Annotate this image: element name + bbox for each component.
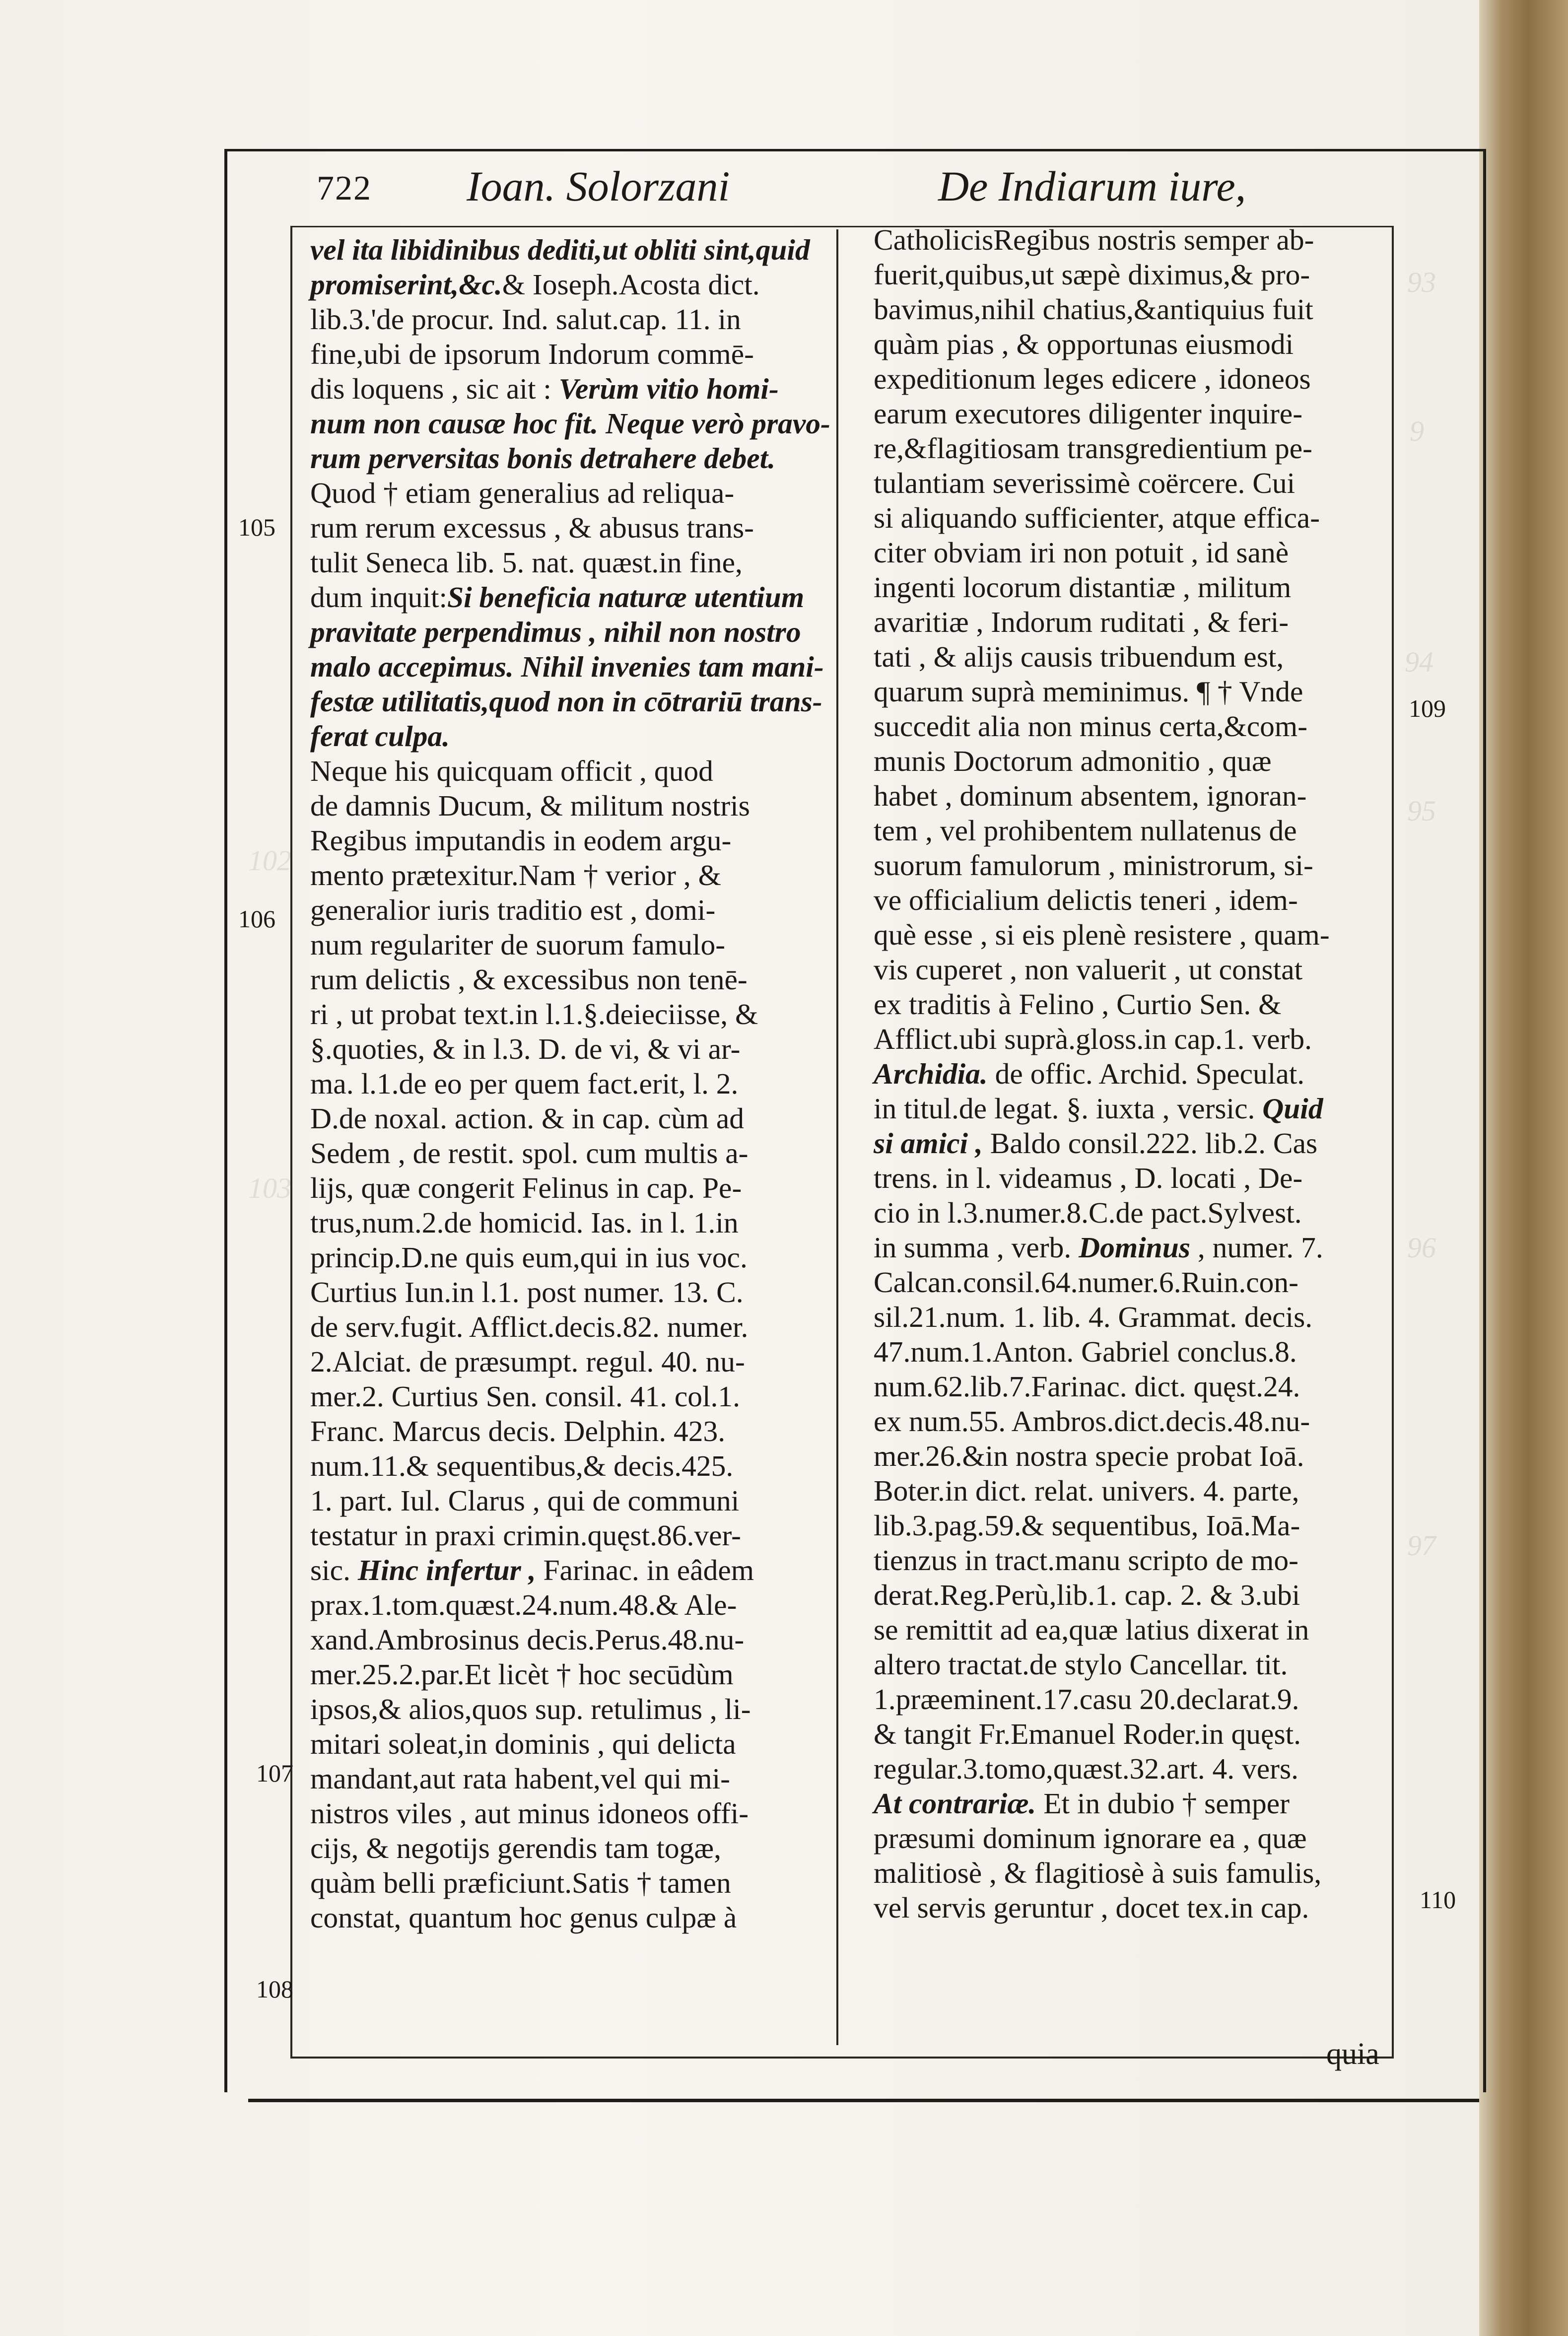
text-line (310, 1101, 834, 1136)
text-line (310, 754, 834, 788)
line-text: trens. in l. videamus , D. locati , De- (874, 1162, 1303, 1194)
text-line (874, 1265, 1390, 1300)
line-text: At contrariæ. (874, 1787, 1036, 1820)
text-line (310, 684, 834, 719)
line-text: pravitate perpendimus , nihil non nostro (310, 616, 801, 648)
line-text: tem , vel prohibentem nullatenus de (874, 814, 1297, 847)
text-line (310, 1900, 834, 1935)
line-text: Calcan.consil.64.numer.6.Ruin.con- (874, 1266, 1298, 1299)
line-text: sil.21.num. 1. lib. 4. Grammat. decis. (874, 1301, 1313, 1333)
line-text: succedit alia non minus certa,&com- (874, 710, 1308, 743)
text-line (310, 927, 834, 962)
text-line (310, 1275, 834, 1309)
line-text: Neque his quicquam officit , quod (310, 755, 713, 787)
line-text: Sedem , de restit. spol. cum multis a- (310, 1137, 749, 1169)
text-line (310, 1622, 834, 1657)
text-line (874, 1334, 1390, 1369)
line-text: Afflict.ubi suprà.gloss.in cap.1. verb. (874, 1023, 1312, 1055)
text-line (310, 267, 834, 302)
text-line (874, 987, 1390, 1022)
page-number: 722 (317, 169, 372, 207)
line-text: expeditionum leges edicere , idoneos (874, 362, 1311, 395)
text-line (874, 1821, 1390, 1855)
line-text: ex traditis à Felino , Curtio Sen. & (874, 988, 1282, 1021)
line-text: num.62.lib.7.Farinac. dict. quęst.24. (874, 1370, 1300, 1403)
line-text: Boter.in dict. relat. univers. 4. parte, (874, 1474, 1299, 1507)
line-text: se remittit ad ea,quæ latius dixerat in (874, 1613, 1309, 1646)
line-text: num regulariter de suorum famulo- (310, 928, 726, 961)
running-head-title: De Indiarum iure, (938, 162, 1246, 210)
text-line (874, 292, 1390, 327)
line-text: generalior iuris traditio est , domi- (310, 893, 716, 926)
text-line (310, 406, 834, 441)
text-line (310, 1518, 834, 1553)
line-text: 1.præeminent.17.casu 20.declarat.9. (874, 1683, 1299, 1716)
text-line (310, 1726, 834, 1761)
text-line (310, 1414, 834, 1448)
text-line (310, 997, 834, 1031)
line-text: xand.Ambrosinus decis.Perus.48.nu- (310, 1623, 745, 1656)
text-line (310, 1136, 834, 1170)
line-roman-segment: Baldo consil.222. lib.2. Cas (982, 1127, 1318, 1160)
outer-frame-bottom-rule (248, 2099, 1479, 2102)
text-line (874, 535, 1390, 570)
text-line (874, 917, 1390, 952)
text-line (310, 788, 834, 823)
margin-number-107: 107 (256, 1759, 293, 1787)
line-text: festæ utilitatis,quod non in cōtrariū trans- (310, 685, 822, 718)
line-text: dis loquens , sic ait : (310, 372, 551, 405)
line-text: fuerit,quibus,ut sæpè diximus,& pro- (874, 258, 1310, 291)
text-line (874, 848, 1390, 883)
text-line (874, 1439, 1390, 1473)
line-text: 1. part. Iul. Clarus , qui de communi (310, 1484, 740, 1517)
line-text: ingenti locorum distantiæ , militum (874, 571, 1292, 604)
line-text: tienzus in tract.manu scripto de mo- (874, 1544, 1298, 1577)
text-line (310, 1031, 834, 1066)
line-text: princip.D.ne quis eum,qui in ius voc. (310, 1241, 748, 1274)
line-text: dum inquit: (310, 581, 448, 614)
show-through-number: 95 (1407, 795, 1436, 827)
line-text: tulit Seneca lib. 5. nat. quæst.in fine, (310, 546, 743, 579)
text-line (310, 962, 834, 997)
text-line (874, 1578, 1390, 1612)
show-through-number: 9 (1410, 415, 1424, 447)
text-line (310, 441, 834, 476)
right-column (874, 222, 1390, 1925)
line-text: num.11.& sequentibus,& decis.425. (310, 1449, 734, 1482)
text-line (874, 396, 1390, 431)
text-line (310, 1796, 834, 1831)
line-text: earum executores diligenter inquire- (874, 397, 1303, 430)
text-line (874, 813, 1390, 848)
text-line (874, 1647, 1390, 1682)
text-line (874, 1473, 1390, 1508)
text-line (874, 1022, 1390, 1056)
text-line (874, 361, 1390, 396)
line-text: & tangit Fr.Emanuel Roder.in quęst. (874, 1718, 1301, 1750)
line-text: cio in l.3.numer.8.C.de pact.Sylvest. (874, 1196, 1302, 1229)
line-text: bavimus,nihil chatius,&antiquius fuit (874, 293, 1313, 326)
line-text: præsumi dominum ignorare ea , quæ (874, 1822, 1307, 1855)
line-text: ex num.55. Ambros.dict.decis.48.nu- (874, 1405, 1310, 1438)
line-italic-segment: Si beneficia naturæ utentium (447, 581, 805, 614)
line-text: altero tractat.de stylo Cancellar. tit. (874, 1648, 1288, 1681)
line-text: citer obviam iri non potuit , id sanè (874, 536, 1289, 569)
text-line (874, 1230, 1390, 1265)
line-text: suorum famulorum , ministrorum, si- (874, 849, 1313, 882)
line-text: 2.Alciat. de præsumpt. regul. 40. nu- (310, 1345, 745, 1378)
text-line (874, 1195, 1390, 1230)
left-column (310, 232, 834, 1935)
line-text: quàm belli præficiunt.Satis † tamen (310, 1866, 731, 1899)
text-line (310, 1344, 834, 1379)
line-text: quarum suprà meminimus. ¶ † Vnde (874, 675, 1303, 708)
show-through-number: 103 (248, 1172, 291, 1204)
line-text: 47.num.1.Anton. Gabriel conclus.8. (874, 1335, 1297, 1368)
line-text: fine,ubi de ipsorum Indorum commē- (310, 338, 754, 370)
line-roman-segment: Et in dubio † semper (1036, 1787, 1290, 1820)
text-line (874, 1786, 1390, 1821)
text-line (874, 709, 1390, 744)
line-text: lijs, quæ congerit Felinus in cap. Pe- (310, 1171, 742, 1204)
show-through-number: 102 (248, 844, 291, 877)
text-line (310, 1448, 834, 1483)
show-through-number: 94 (1405, 646, 1433, 678)
running-head (298, 156, 1439, 216)
text-line (874, 1855, 1390, 1890)
text-line (874, 500, 1390, 535)
line-roman-segment: de offic. Archid. Speculat. (987, 1057, 1305, 1090)
text-line (874, 1161, 1390, 1195)
text-line (874, 1126, 1390, 1161)
line-text: mer.2. Curtius Sen. consil. 41. col.1. (310, 1380, 741, 1413)
line-text: de serv.fugit. Afflict.decis.82. numer. (310, 1310, 749, 1343)
line-italic-segment: Quid (1255, 1092, 1323, 1125)
line-text: derat.Reg.Perù,lib.1. cap. 2. & 3.ubi (874, 1579, 1300, 1611)
line-text: mer.25.2.par.Et licèt † hoc secūdùm (310, 1658, 734, 1691)
margin-number-110: 110 (1420, 1886, 1456, 1914)
text-line (874, 952, 1390, 987)
line-text: nistros viles , aut minus idoneos offi- (310, 1797, 749, 1830)
line-text: in titul.de legat. §. iuxta , versic. (874, 1092, 1255, 1125)
line-text: lib.3.pag.59.& sequentibus, Ioā.Ma- (874, 1509, 1300, 1542)
line-roman-segment: & Ioseph.Acosta dict. (502, 268, 760, 301)
line-text: Curtius Iun.in l.1. post numer. 13. C. (310, 1276, 744, 1308)
line-text: D.de noxal. action. & in cap. cùm ad (310, 1102, 745, 1135)
line-text: tulantiam severissimè coërcere. Cui (874, 467, 1295, 499)
line-text: in summa , verb. (874, 1231, 1072, 1264)
text-line (874, 605, 1390, 639)
line-text: vel ita libidinibus dediti,ut obliti sint,quid (310, 233, 810, 266)
text-line (310, 719, 834, 754)
text-line (310, 1066, 834, 1101)
line-text: Archidia. (874, 1057, 988, 1090)
line-text: vis cuperet , non valuerit , ut constat (874, 953, 1303, 986)
text-line (874, 1890, 1390, 1925)
text-line (874, 778, 1390, 813)
line-text: constat, quantum hoc genus culpæ à (310, 1901, 737, 1934)
text-line (310, 823, 834, 858)
show-through-number: 93 (1407, 266, 1436, 298)
text-line (310, 510, 834, 545)
line-text: num non causæ hoc fit. Neque verò pravo- (310, 407, 830, 440)
line-text: sic. (310, 1554, 350, 1586)
text-line (874, 1717, 1390, 1751)
line-text: CatholicisRegibus nostris semper ab- (874, 223, 1314, 256)
text-line (874, 1300, 1390, 1334)
text-line (310, 1692, 834, 1726)
text-line (310, 858, 834, 893)
line-text: vel servis geruntur , docet tex.in cap. (874, 1891, 1309, 1924)
line-text: rum rerum excessus , & abusus trans- (310, 511, 754, 544)
margin-number-105: 105 (238, 513, 275, 541)
text-line (874, 1751, 1390, 1786)
line-roman-segment: , numer. 7. (1190, 1231, 1323, 1264)
text-line (310, 615, 834, 649)
line-text: malo accepimus. Nihil invenies tam mani- (310, 650, 824, 683)
text-line (874, 1612, 1390, 1647)
line-italic-segment: Dominus (1071, 1231, 1191, 1264)
text-line (874, 639, 1390, 674)
line-text: avaritiæ , Indorum ruditati , & feri- (874, 606, 1289, 638)
line-text: mer.26.&in nostra specie probat Ioā. (874, 1440, 1304, 1472)
text-line (874, 222, 1390, 257)
text-line (310, 337, 834, 371)
line-text: tati , & alijs causis tribuendum est, (874, 640, 1284, 673)
line-text: Quod † etiam generalius ad reliqua- (310, 477, 735, 509)
line-text: mitari soleat,in dominis , qui delicta (310, 1727, 736, 1760)
line-text: trus,num.2.de homicid. Ias. in l. 1.in (310, 1206, 739, 1239)
line-text: de damnis Ducum, & militum nostris (310, 789, 750, 822)
line-text: Regibus imputandis in eodem argu- (310, 824, 732, 857)
line-text: quàm pias , & opportunas eiusmodi (874, 328, 1294, 360)
text-line (310, 232, 834, 267)
text-line (310, 1831, 834, 1865)
text-line (310, 1379, 834, 1414)
line-text: si amici , (874, 1127, 983, 1160)
line-text: lib.3.'de procur. Ind. salut.cap. 11. in (310, 303, 741, 336)
line-text: ri , ut probat text.in l.1.§.deieciisse, & (310, 998, 758, 1031)
text-line (874, 570, 1390, 605)
text-line (874, 1682, 1390, 1717)
book-fore-edge (1479, 0, 1568, 2336)
line-text: mento prætexitur.Nam † verior , & (310, 859, 721, 892)
line-text: ipsos,& alios,quos sup. retulimus , li- (310, 1693, 751, 1725)
show-through-number: 97 (1407, 1529, 1436, 1562)
line-italic-segment: Verùm vitio homi- (551, 372, 779, 405)
line-text: què esse , si eis plenè resistere , quam- (874, 918, 1330, 951)
text-line (874, 257, 1390, 292)
text-line (874, 744, 1390, 778)
text-line (310, 580, 834, 615)
line-text: §.quoties, & in l.3. D. de vi, & vi ar- (310, 1032, 741, 1065)
line-text: habet , dominum absentem, ignoran- (874, 779, 1307, 812)
text-line (310, 545, 834, 580)
catchword: quia (1326, 2037, 1379, 2071)
line-text: Franc. Marcus decis. Delphin. 423. (310, 1415, 726, 1447)
text-line (874, 1369, 1390, 1404)
text-line (874, 431, 1390, 466)
line-text: prax.1.tom.quæst.24.num.48.& Ale- (310, 1588, 737, 1621)
text-line (874, 1404, 1390, 1439)
text-line (310, 1865, 834, 1900)
text-line (310, 371, 834, 406)
margin-number-109: 109 (1409, 694, 1446, 722)
text-line (874, 1508, 1390, 1543)
line-text: malitiosè , & flagitiosè à suis famulis, (874, 1856, 1322, 1889)
text-line (874, 466, 1390, 500)
text-line (310, 1483, 834, 1518)
text-line (874, 1543, 1390, 1578)
text-line (310, 1657, 834, 1692)
text-line (874, 1091, 1390, 1126)
line-text: promiserint,&c. (310, 268, 502, 301)
text-line (310, 1170, 834, 1205)
text-line (310, 1553, 834, 1587)
running-head-author: Ioan. Solorzani (467, 162, 730, 210)
text-line (310, 302, 834, 337)
text-line (874, 1056, 1390, 1091)
text-line (874, 674, 1390, 709)
text-line (310, 1587, 834, 1622)
line-text: ma. l.1.de eo per quem fact.erit, l. 2. (310, 1067, 739, 1100)
margin-number-106: 106 (238, 905, 275, 933)
text-line (310, 1205, 834, 1240)
line-text: cijs, & negotijs gerendis tam togæ, (310, 1832, 721, 1864)
line-text: munis Doctorum admonitio , quæ (874, 745, 1272, 777)
text-line (310, 893, 834, 927)
text-line (874, 883, 1390, 917)
margin-number-108: 108 (256, 1975, 293, 2003)
line-text: regular.3.tomo,quæst.32.art. 4. vers. (874, 1752, 1299, 1785)
text-line (310, 649, 834, 684)
line-text: rum delictis , & excessibus non tenē- (310, 963, 748, 996)
column-divider (836, 229, 838, 2045)
line-text: si aliquando sufficienter, atque effica- (874, 501, 1320, 534)
text-line (310, 1240, 834, 1275)
line-italic-segment: Hinc infertur , (350, 1554, 536, 1586)
line-text: ve officialium delictis teneri , idem- (874, 884, 1298, 916)
show-through-number: 96 (1407, 1232, 1436, 1264)
line-text: ferat culpa. (310, 720, 450, 753)
text-line (874, 327, 1390, 361)
line-text: re,&flagitiosam transgredientium pe- (874, 432, 1312, 465)
line-roman-segment: Farinac. in eâdem (536, 1554, 754, 1586)
line-text: rum perversitas bonis detrahere debet. (310, 442, 776, 475)
text-line (310, 1309, 834, 1344)
line-text: testatur in praxi crimin.quęst.86.ver- (310, 1519, 741, 1552)
text-line (310, 1761, 834, 1796)
text-line (310, 476, 834, 510)
line-text: mandant,aut rata habent,vel qui mi- (310, 1762, 730, 1795)
